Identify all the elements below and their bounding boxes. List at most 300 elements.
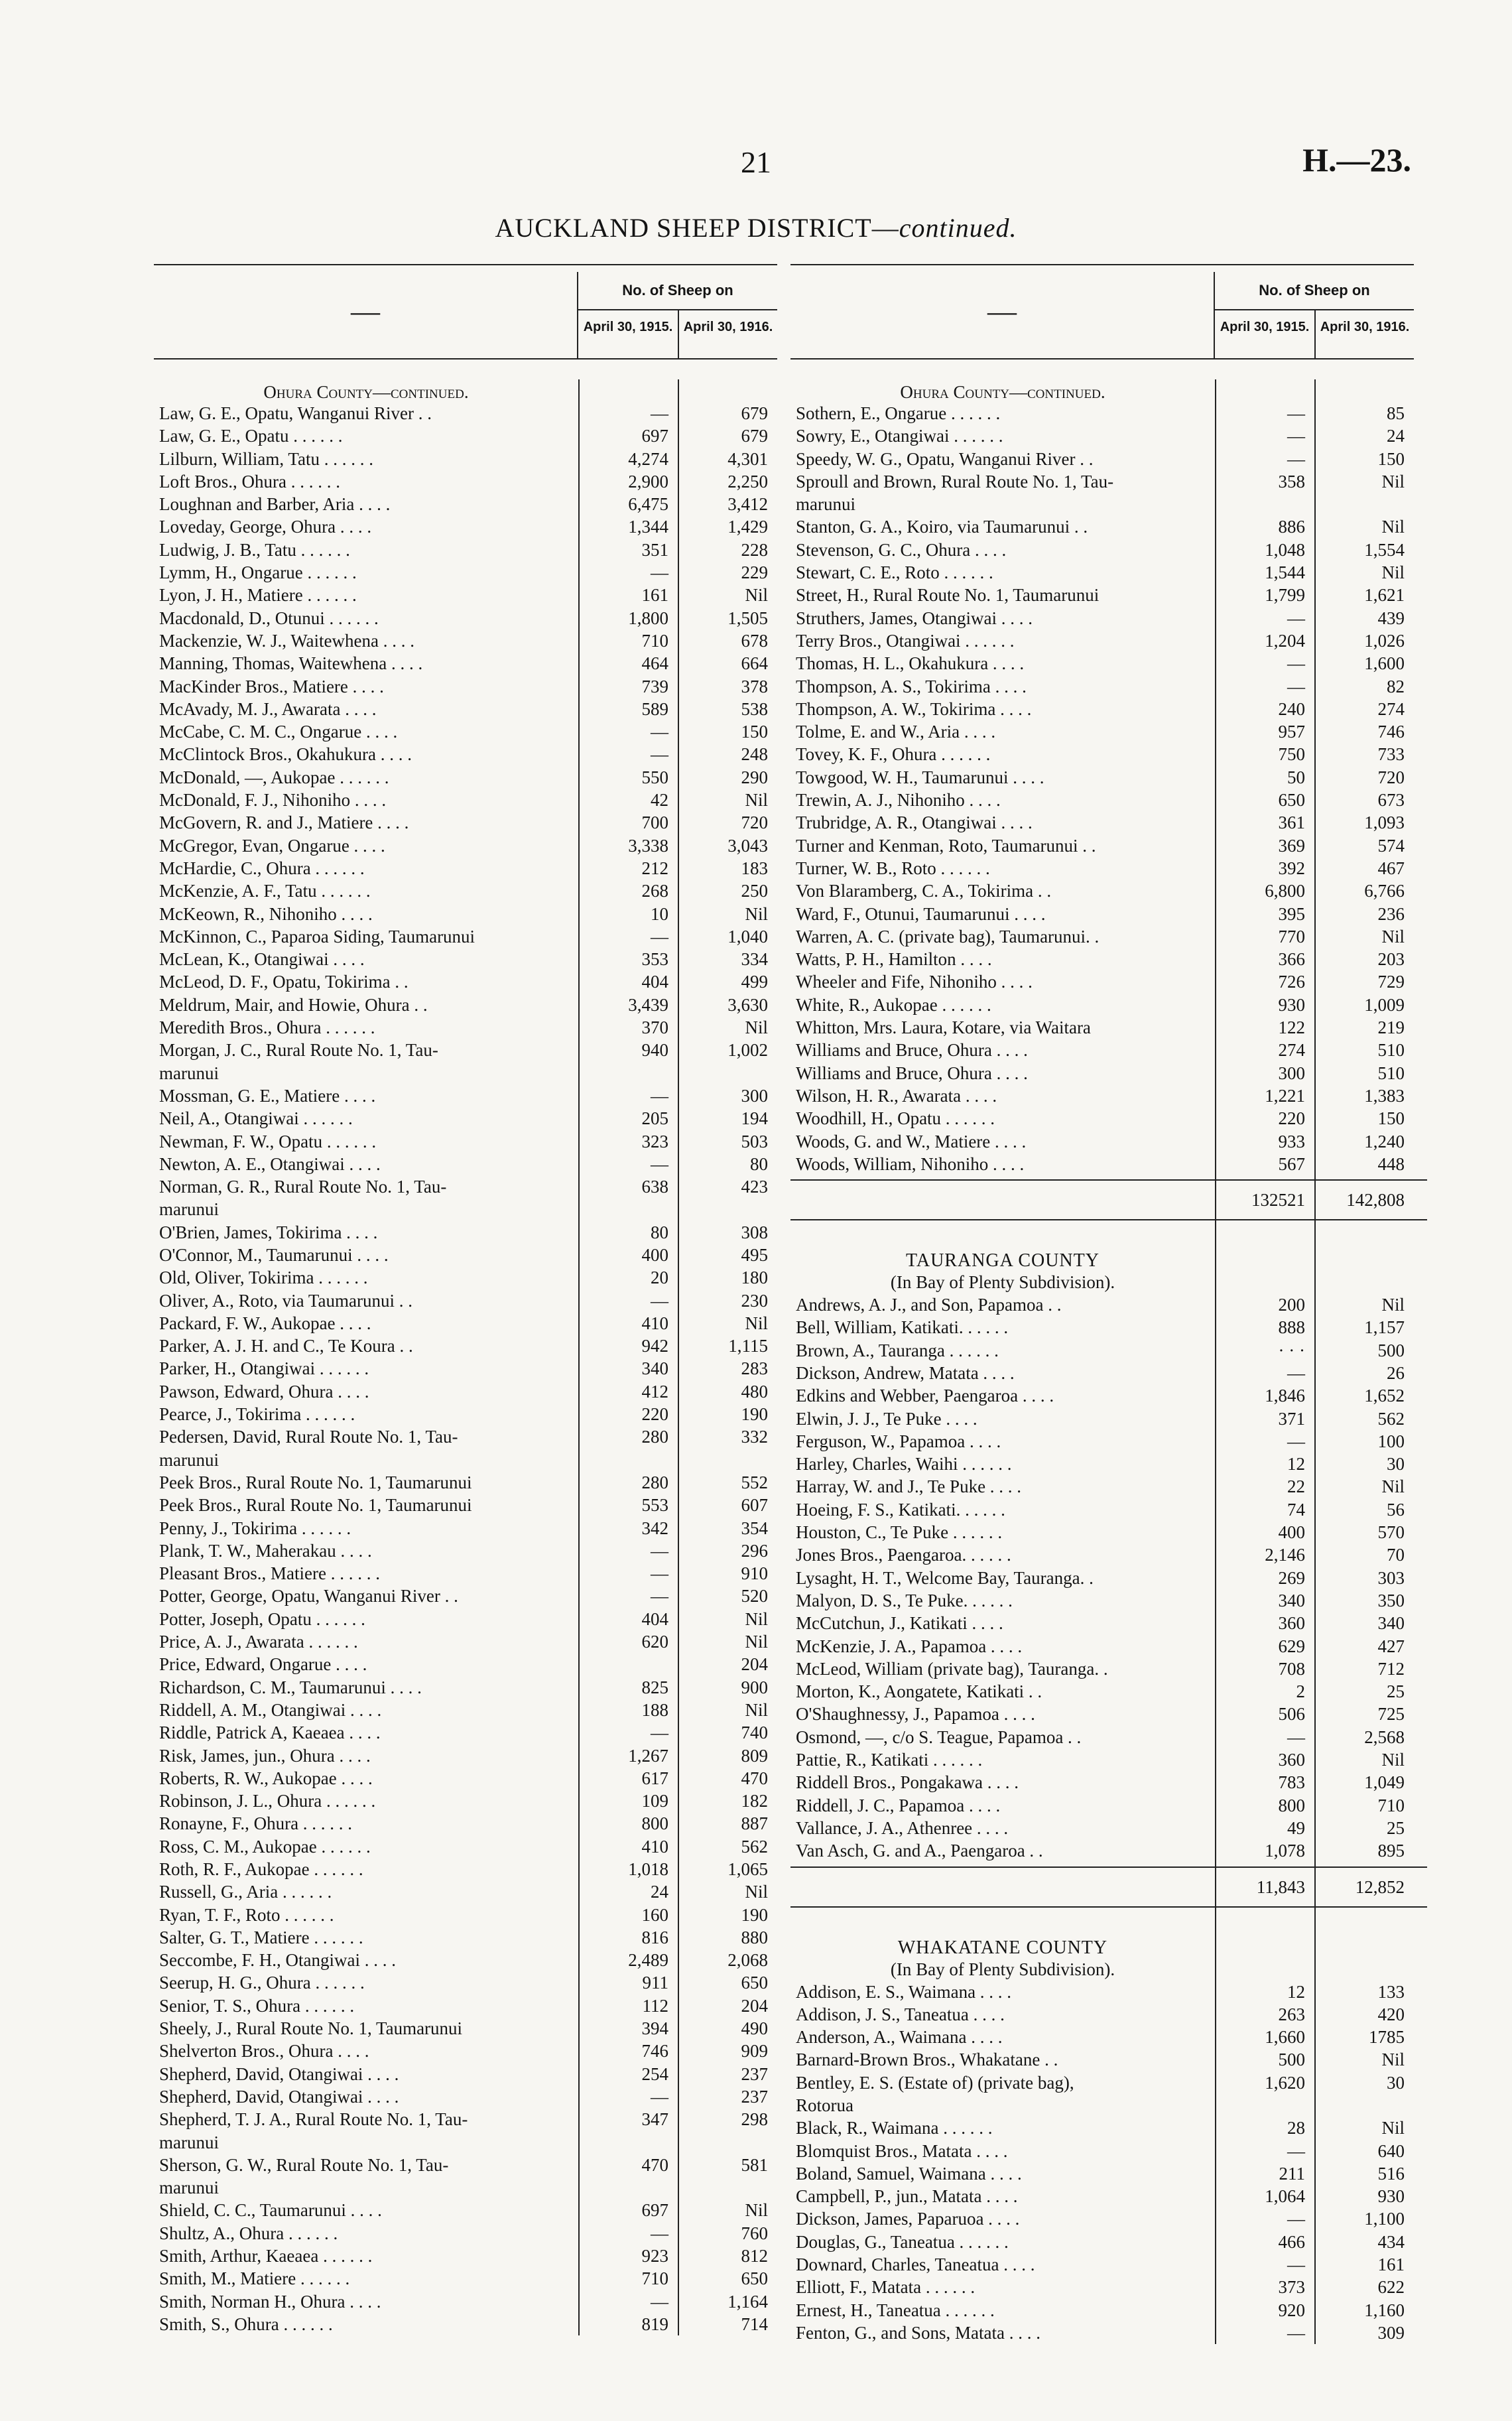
table-row	[790, 2140, 1427, 2162]
row-name: Thomas, H. L., Okahukura . . . .	[796, 653, 1025, 674]
row-name: Warren, A. C. (private bag), Taumarunui. .	[796, 926, 1100, 947]
row-1916: 733	[1377, 744, 1405, 765]
row-name: Anderson, A., Waimana . . . .	[796, 2027, 1003, 2048]
row-1916: 673	[1377, 790, 1405, 811]
header-1916: April 30, 1916.	[678, 310, 777, 360]
row-1916: 725	[1377, 1704, 1405, 1725]
row-1916: 880	[741, 1927, 768, 1947]
row-1916: 30	[1387, 2072, 1405, 2093]
table-row	[790, 1107, 1427, 1130]
row-name: Watts, P. H., Hamilton . . . .	[796, 949, 992, 970]
row-1916	[678, 1062, 777, 1084]
table-row	[154, 720, 790, 743]
row-name: Senior, T. S., Ohura . . . . . .	[159, 1995, 355, 2016]
row-1915: 920	[1278, 2300, 1305, 2320]
row-name: Pleasant Bros., Matiere . . . . . .	[159, 1563, 380, 1584]
row-name: Jones Bros., Paengaroa. . . . . .	[796, 1545, 1011, 1565]
row-name: Ryan, T. F., Roto . . . . . .	[159, 1904, 334, 1925]
row-1915: 200	[1278, 1295, 1305, 1315]
table-row	[790, 1703, 1427, 1725]
row-name: White, R., Aukopae . . . . . .	[796, 994, 991, 1015]
row-1915: 4,274	[628, 448, 668, 469]
row-1916: 439	[1377, 608, 1405, 628]
left-column	[154, 264, 790, 2335]
row-name: Mossman, G. E., Matiere . . . .	[159, 1085, 376, 1106]
row-1916: 1,164	[727, 2291, 768, 2312]
table-row	[790, 698, 1427, 720]
row-1915: —	[1287, 676, 1305, 696]
row-1916: 229	[741, 562, 768, 583]
row-1916: 56	[1387, 1499, 1405, 1520]
row-1915: —	[1287, 608, 1305, 628]
row-1916: 161	[1377, 2255, 1405, 2275]
row-1915: 816	[641, 1927, 668, 1947]
row-1916: 250	[741, 881, 768, 901]
table-row	[154, 675, 790, 698]
row-1916: 100	[1377, 1431, 1405, 1451]
row-1916: 6,766	[1364, 881, 1405, 901]
table-row	[154, 811, 790, 834]
row-name: Wilson, H. R., Awarata . . . .	[796, 1085, 997, 1106]
row-1916	[678, 2131, 777, 2154]
row-name: Whitton, Mrs. Laura, Kotare, via Waitara	[796, 1017, 1091, 1038]
row-1916: 1,554	[1364, 539, 1405, 560]
row-1916: Nil	[745, 585, 768, 606]
total-1915: 132521	[1251, 1190, 1305, 1210]
row-1916: 2,068	[727, 1950, 768, 1971]
table-row	[790, 834, 1427, 857]
row-1916: 420	[1377, 2004, 1405, 2024]
row-1915: 360	[1278, 1613, 1305, 1634]
row-1916: 354	[741, 1518, 768, 1538]
table-row	[790, 584, 1427, 606]
row-1916: 448	[1377, 1153, 1405, 1174]
row-1915: 2,900	[628, 471, 668, 491]
table-row	[154, 1107, 790, 1130]
row-name: Meldrum, Mair, and Howie, Ohura . .	[159, 994, 428, 1015]
row-1915: —	[1287, 1431, 1305, 1451]
table-row	[154, 1995, 790, 2017]
row-name: Sheely, J., Rural Route No. 1, Taumarunui	[159, 2018, 463, 2039]
table-row	[154, 1880, 790, 1903]
row-1915: 710	[641, 2268, 668, 2289]
row-name: Risk, James, jun., Ohura . . . .	[159, 1745, 371, 1766]
table-row	[154, 834, 790, 857]
row-1915	[578, 1198, 678, 1220]
row-1916: 740	[741, 1723, 768, 1743]
table-row	[790, 994, 1427, 1016]
table-row	[154, 1039, 790, 1061]
right-column	[790, 264, 1427, 2344]
table-row	[154, 2176, 790, 2199]
row-1915: 800	[641, 1813, 668, 1834]
table-row	[154, 1244, 790, 1266]
table-row	[790, 1521, 1427, 1543]
row-1915: 400	[1278, 1522, 1305, 1543]
row-name: Ronayne, F., Ohura . . . . . .	[159, 1813, 353, 1834]
row-1915: 3,439	[628, 994, 668, 1015]
row-name: Hoeing, F. S., Katikati. . . . . .	[796, 1499, 1005, 1520]
table-row	[790, 629, 1427, 652]
table-row	[154, 1062, 790, 1084]
row-1915: 42	[651, 790, 668, 811]
table-row	[154, 2245, 790, 2267]
table-row	[790, 1339, 1427, 1362]
header-dash: —	[351, 295, 380, 328]
row-1915: 22	[1287, 1476, 1305, 1497]
table-row	[154, 561, 790, 584]
row-1915: 770	[1278, 926, 1305, 947]
row-1916: 1,065	[727, 1859, 768, 1879]
table-row	[790, 1153, 1427, 1175]
row-1916: 746	[1377, 722, 1405, 742]
row-1915: 800	[1278, 1795, 1305, 1815]
row-name: Edkins and Webber, Paengaroa . . . .	[796, 1386, 1054, 1406]
row-name: marunui	[159, 1199, 219, 1220]
row-1915: —	[651, 562, 668, 583]
row-name: Meredith Bros., Ohura . . . . . .	[159, 1017, 375, 1038]
row-1916: 150	[741, 722, 768, 742]
header-dash: —	[987, 295, 1017, 328]
table-row	[790, 652, 1427, 675]
row-name: Price, A. J., Awarata . . . . . .	[159, 1632, 358, 1652]
row-name: Turner, W. B., Roto . . . . . .	[796, 858, 990, 878]
table-row	[154, 1449, 790, 1471]
row-1916: Nil	[1381, 471, 1405, 491]
section-heading: Ohura County—continued.	[900, 382, 1105, 402]
row-name: McDonald, —, Aukopae . . . . . .	[159, 767, 389, 787]
row-1915: —	[651, 1563, 668, 1584]
row-1915: 783	[1278, 1772, 1305, 1793]
row-1915: 410	[641, 1313, 668, 1333]
row-1915: 2,489	[628, 1950, 668, 1971]
table-row	[154, 2222, 790, 2245]
table-row	[154, 1153, 790, 1175]
row-1915: —	[651, 722, 668, 742]
row-1915: 739	[641, 676, 668, 696]
row-1916: 423	[741, 1177, 768, 1197]
row-1916: 679	[741, 403, 768, 423]
row-1916	[1314, 493, 1414, 515]
header-group: No. of Sheep on	[578, 272, 777, 310]
row-name: McLean, K., Otangiwai . . . .	[159, 949, 365, 970]
row-name: Salter, G. T., Matiere . . . . . .	[159, 1927, 363, 1947]
table-row	[154, 1198, 790, 1220]
row-1915: 370	[641, 1017, 668, 1038]
row-1915: 10	[651, 903, 668, 924]
row-1916: 1,160	[1364, 2300, 1405, 2320]
row-1916: 219	[1377, 1017, 1405, 1038]
row-name: Seerup, H. G., Ohura . . . . . .	[159, 1973, 365, 1993]
table-row	[154, 1357, 790, 1380]
row-name: McLeod, D. F., Opatu, Tokirima . .	[159, 972, 409, 992]
row-1916: 150	[1377, 448, 1405, 469]
row-1916: 720	[1377, 767, 1405, 787]
table-row	[790, 1612, 1427, 1634]
row-1915	[578, 1449, 678, 1471]
row-1916: Nil	[1381, 2118, 1405, 2138]
table-row	[790, 2048, 1427, 2071]
row-1915: 112	[642, 1995, 668, 2016]
header-1916: April 30, 1916.	[1314, 310, 1414, 360]
row-name: Peek Bros., Rural Route No. 1, Taumarunui	[159, 1472, 472, 1492]
row-name: Riddle, Patrick A, Kaeaea . . . .	[159, 1723, 381, 1743]
row-1915: 395	[1278, 903, 1305, 924]
row-1916: 350	[1377, 1590, 1405, 1610]
row-name: Elwin, J. J., Te Puke . . . .	[796, 1408, 977, 1429]
row-1915: 1,048	[1265, 539, 1305, 560]
row-1915: 373	[1278, 2277, 1305, 2298]
row-name: Fenton, G., and Sons, Matata . . . .	[796, 2322, 1040, 2343]
row-1915: 347	[641, 2109, 668, 2130]
row-1916	[678, 1198, 777, 1220]
header-1915: April 30, 1915.	[1220, 320, 1310, 334]
table-row	[154, 1904, 790, 1926]
row-name: Shepherd, David, Otangiwai . . . .	[159, 2086, 399, 2107]
row-1915: 300	[1278, 1063, 1305, 1083]
table-row	[790, 1794, 1427, 1817]
row-1916: 300	[741, 1085, 768, 1106]
row-name: O'Connor, M., Taumarunui . . . .	[159, 1244, 389, 1265]
row-name: Thompson, A. W., Tokirima . . . .	[796, 698, 1032, 719]
row-name: Potter, Joseph, Opatu . . . . . .	[159, 1608, 365, 1629]
row-name: Loft Bros., Ohura . . . . . .	[159, 471, 340, 491]
row-1916: 378	[741, 676, 768, 696]
header-1915: April 30, 1915.	[583, 320, 673, 334]
row-name: Oliver, A., Roto, via Taumarunui . .	[159, 1290, 412, 1311]
table-row	[154, 970, 790, 993]
row-name: McHardie, C., Ohura . . . . . .	[159, 858, 365, 878]
row-name: Morgan, J. C., Rural Route No. 1, Tau-	[159, 1040, 438, 1061]
row-1916: 678	[741, 630, 768, 651]
row-1916: 204	[741, 1654, 768, 1675]
row-1915: 708	[1278, 1658, 1305, 1679]
row-name: Stevenson, G. C., Ohura . . . .	[796, 539, 1007, 560]
row-1916: 1,040	[727, 926, 768, 947]
row-name: Old, Oliver, Tokirima . . . . . .	[159, 1268, 368, 1288]
row-1916: 24	[1387, 426, 1405, 446]
row-1916: 204	[741, 1995, 768, 2016]
row-name: Williams and Bruce, Ohura . . . .	[796, 1040, 1028, 1061]
row-name: Shield, C. C., Taumarunui . . . .	[159, 2200, 382, 2221]
row-1916: 150	[1377, 1108, 1405, 1129]
row-name: Trewin, A. J., Nihoniho . . . .	[796, 790, 1001, 811]
row-1916: 1,049	[1364, 1772, 1405, 1793]
row-1916: Nil	[745, 790, 768, 811]
row-name: Dickson, Andrew, Matata . . . .	[796, 1362, 1015, 1383]
row-name: Smith, S., Ohura . . . . . .	[159, 2314, 333, 2334]
row-1916: 30	[1387, 1454, 1405, 1474]
row-1916: Nil	[1381, 926, 1405, 947]
table-row	[790, 720, 1427, 743]
row-name: Williams and Bruce, Ohura . . . .	[796, 1063, 1028, 1083]
row-name: Seccombe, F. H., Otangiwai . . . .	[159, 1950, 397, 1971]
row-name: Smith, Norman H., Ohura . . . .	[159, 2291, 381, 2312]
row-name: Tolme, E. and W., Aria . . . .	[796, 722, 996, 742]
row-name: Sothern, E., Ongarue . . . . . .	[796, 403, 1001, 423]
row-name: O'Brien, James, Tokirima . . . .	[159, 1222, 378, 1242]
row-1915: 20	[651, 1268, 668, 1288]
row-1916: 570	[1377, 1522, 1405, 1543]
row-name: Barnard-Brown Bros., Whakatane . .	[796, 2050, 1058, 2070]
row-1915: —	[651, 1153, 668, 1174]
row-name: Russell, G., Aria . . . . . .	[159, 1882, 332, 1902]
row-name: McKinnon, C., Paparoa Siding, Taumarunui	[159, 926, 475, 947]
row-1916: 562	[1377, 1408, 1405, 1429]
table-row	[154, 1517, 790, 1539]
table-row	[790, 493, 1427, 515]
row-1916: 1,100	[1364, 2209, 1405, 2229]
table-row	[154, 2199, 790, 2221]
row-1915: 268	[641, 881, 668, 901]
row-1915: 1,544	[1265, 562, 1305, 583]
table-row	[790, 448, 1427, 470]
left-table-body	[154, 379, 790, 2335]
row-name: Roberts, R. W., Aukopae . . . .	[159, 1768, 373, 1788]
row-name: Sherson, G. W., Rural Route No. 1, Tau-	[159, 2154, 449, 2175]
table-row	[790, 1407, 1427, 1430]
row-1915: 1,267	[628, 1745, 668, 1766]
table-row	[790, 1680, 1427, 1703]
table-row	[790, 1316, 1427, 1339]
row-1916: 500	[1377, 1340, 1405, 1360]
table-row	[790, 789, 1427, 811]
row-name: McKenzie, J. A., Papamoa . . . .	[796, 1636, 1023, 1656]
row-name: Woodhill, H., Opatu . . . . . .	[796, 1108, 995, 1129]
row-1916: 133	[1377, 1981, 1405, 2002]
row-1915: 12	[1287, 1981, 1305, 2002]
row-1916: 85	[1387, 403, 1405, 423]
row-1916: 910	[741, 1563, 768, 1584]
row-1915: 358	[1278, 471, 1305, 491]
row-name: Douglas, G., Taneatua . . . . . .	[796, 2231, 1009, 2252]
row-name: Penny, J., Tokirima . . . . . .	[159, 1518, 351, 1538]
table-row	[790, 970, 1427, 993]
table-row	[154, 1790, 790, 1812]
row-1916: 1,383	[1364, 1085, 1405, 1106]
row-1915	[1215, 2094, 1314, 2117]
row-1915: 825	[641, 1677, 668, 1697]
row-1916	[678, 1449, 777, 1471]
table-row	[790, 1839, 1427, 1862]
row-1916: 552	[741, 1472, 768, 1492]
row-1916: 467	[1377, 858, 1405, 878]
row-1915: 1,344	[628, 517, 668, 537]
table-row	[790, 2094, 1427, 2117]
row-1916: 1,009	[1364, 994, 1405, 1015]
row-name: Stanton, G. A., Koiro, via Taumarunui . .	[796, 517, 1088, 537]
row-1916: 25	[1387, 1681, 1405, 1702]
row-1915: 400	[641, 1244, 668, 1265]
row-name: O'Shaughnessy, J., Papamoa . . . .	[796, 1704, 1035, 1725]
row-1916: 1,157	[1364, 1317, 1405, 1338]
row-1915: 212	[641, 858, 668, 878]
row-name: Morton, K., Aongatete, Katikati . .	[796, 1681, 1042, 1702]
row-1915: 923	[641, 2246, 668, 2266]
row-1916: 900	[741, 1677, 768, 1697]
row-1916: 490	[741, 2018, 768, 2039]
row-1915: 360	[1278, 1750, 1305, 1770]
table-row	[790, 2071, 1427, 2094]
row-1916: 237	[741, 2086, 768, 2107]
table-row	[790, 880, 1427, 902]
row-name: Riddell, J. C., Papamoa . . . .	[796, 1795, 1001, 1815]
table-row	[154, 1835, 790, 1858]
row-1915: 74	[1287, 1499, 1305, 1520]
table-row	[790, 1589, 1427, 1612]
row-name: Pattie, R., Katikati . . . . . .	[796, 1750, 983, 1770]
table-row	[154, 766, 790, 789]
row-1915: —	[651, 1540, 668, 1561]
row-1915: 392	[1278, 858, 1305, 878]
row-1915: 1,018	[628, 1859, 668, 1879]
row-1915	[578, 2176, 678, 2199]
table-row	[790, 1658, 1427, 1680]
total-1915: 11,843	[1256, 1876, 1305, 1897]
table-header	[790, 272, 1414, 360]
row-1915: —	[1287, 403, 1305, 423]
table-row	[154, 2131, 790, 2154]
row-1915: 340	[641, 1358, 668, 1379]
table-row	[790, 857, 1427, 880]
row-1916: Nil	[745, 903, 768, 924]
row-name: Struthers, James, Otangiwai . . . .	[796, 608, 1033, 628]
row-1915: 1,204	[1265, 630, 1305, 651]
table-row	[154, 1312, 790, 1335]
table-row	[154, 1130, 790, 1153]
row-1916: 607	[741, 1495, 768, 1516]
row-1916: 3,043	[727, 835, 768, 856]
row-1916: 1785	[1369, 2027, 1405, 2048]
row-name: Newton, A. E., Otangiwai . . . .	[159, 1153, 381, 1174]
row-1916: 470	[741, 1768, 768, 1788]
row-name: Tovey, K. F., Ohura . . . . . .	[796, 744, 991, 765]
row-name: Smith, M., Matiere . . . . . .	[159, 2268, 350, 2289]
row-1915: —	[1287, 426, 1305, 446]
row-name: Pedersen, David, Rural Route No. 1, Tau-	[159, 1427, 458, 1447]
row-1916: 203	[1377, 949, 1405, 970]
table-row	[154, 1562, 790, 1585]
table-row	[154, 2154, 790, 2176]
table-row	[790, 1062, 1427, 1084]
table-row	[790, 1084, 1427, 1107]
table-row	[154, 470, 790, 493]
table-row	[154, 515, 790, 538]
row-1915: 361	[1278, 813, 1305, 833]
row-1915: 957	[1278, 722, 1305, 742]
row-name: Towgood, W. H., Taumarunui . . . .	[796, 767, 1044, 787]
row-1916: 650	[741, 2268, 768, 2289]
table-row	[790, 561, 1427, 584]
page-number: 21	[741, 145, 771, 179]
row-1916: 1,026	[1364, 630, 1405, 651]
row-1916: Nil	[745, 1882, 768, 1902]
row-1915: 1,221	[1265, 1085, 1305, 1106]
row-1915: · · ·	[1278, 1340, 1305, 1360]
page-title	[0, 212, 1512, 243]
row-1916: 80	[750, 1153, 768, 1174]
table-row	[154, 1539, 790, 1562]
row-name: Shepherd, T. J. A., Rural Route No. 1, Tau-	[159, 2109, 468, 2130]
row-1915: 819	[641, 2314, 668, 2334]
table-row	[154, 1266, 790, 1289]
row-1916: Nil	[745, 1632, 768, 1652]
row-1916: Nil	[1381, 2050, 1405, 2070]
row-1915: 371	[1278, 1408, 1305, 1429]
row-name: Lyon, J. H., Matiere . . . . . .	[159, 585, 357, 606]
row-1915: 553	[641, 1495, 668, 1516]
row-1916: 340	[1377, 1613, 1405, 1634]
